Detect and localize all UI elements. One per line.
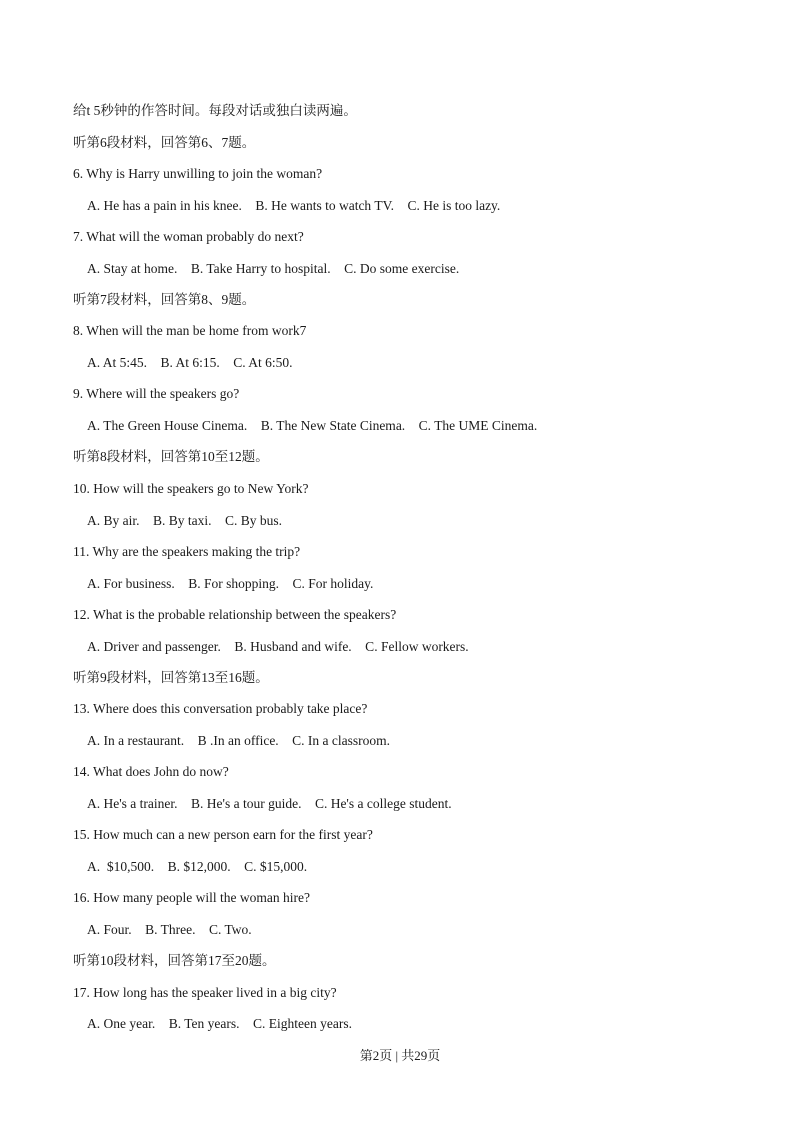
question-9: 9. Where will the speakers go?	[73, 386, 240, 401]
question-17: 17. How long has the speaker lived in a big city?	[73, 985, 337, 1000]
options-9: A. The Green House Cinema. B. The New State Cinema. C. The UME Cinema.	[87, 418, 538, 433]
question-11: 11. Why are the speakers making the trip?	[73, 544, 301, 559]
question-6: 6. Why is Harry unwilling to join the woman?	[73, 166, 323, 181]
section-heading: 听第9段材料，回答第13至16题。	[73, 670, 269, 685]
options-17: A. One year. B. Ten years. C. Eighteen years.	[87, 1016, 352, 1031]
options-15: A. $10,500. B. $12,000. C. $15,000.	[87, 859, 308, 874]
question-14: 14. What does John do now?	[73, 764, 229, 779]
section-heading: 听第8段材料，回答第10至12题。	[73, 449, 269, 464]
options-8: A. At 5:45. B. At 6:15. C. At 6:50.	[87, 355, 293, 370]
options-7: A. Stay at home. B. Take Harry to hospital. C. Do some exercise.	[87, 261, 460, 276]
question-15: 15. How much can a new person earn for the first year?	[73, 827, 373, 842]
question-10: 10. How will the speakers go to New York?	[73, 481, 309, 496]
question-12: 12. What is the probable relationship between the speakers?	[73, 607, 397, 622]
options-14: A. He's a trainer. B. He's a tour guide. C. He's a college student.	[87, 796, 452, 811]
options-16: A. Four. B. Three. C. Two.	[87, 922, 252, 937]
section-heading: 听第10段材料，回答第17至20题。	[73, 953, 276, 968]
question-16: 16. How many people will the woman hire?	[73, 890, 310, 905]
question-7: 7. What will the woman probably do next?	[73, 229, 304, 244]
options-13: A. In a restaurant. B .In an office. C. In a classroom.	[87, 733, 391, 748]
instruction-text: 给t 5秒钟的作答时间。每段对话或独白读两遍。	[73, 103, 357, 118]
section-heading: 听第6段材料，回答第6、7题。	[73, 135, 256, 150]
question-13: 13. Where does this conversation probably take place?	[73, 701, 368, 716]
page-footer: 第2页 | 共29页	[359, 1048, 441, 1063]
options-12: A. Driver and passenger. B. Husband and wife. C. Fellow workers.	[87, 639, 469, 654]
question-8: 8. When will the man be home from work7	[73, 323, 307, 338]
options-10: A. By air. B. By taxi. C. By bus.	[87, 513, 283, 528]
options-6: A. He has a pain in his knee. B. He wants to watch TV. C. He is too lazy.	[87, 198, 501, 213]
options-11: A. For business. B. For shopping. C. For holiday.	[87, 576, 374, 591]
section-heading: 听第7段材料，回答第8、9题。	[73, 292, 256, 307]
